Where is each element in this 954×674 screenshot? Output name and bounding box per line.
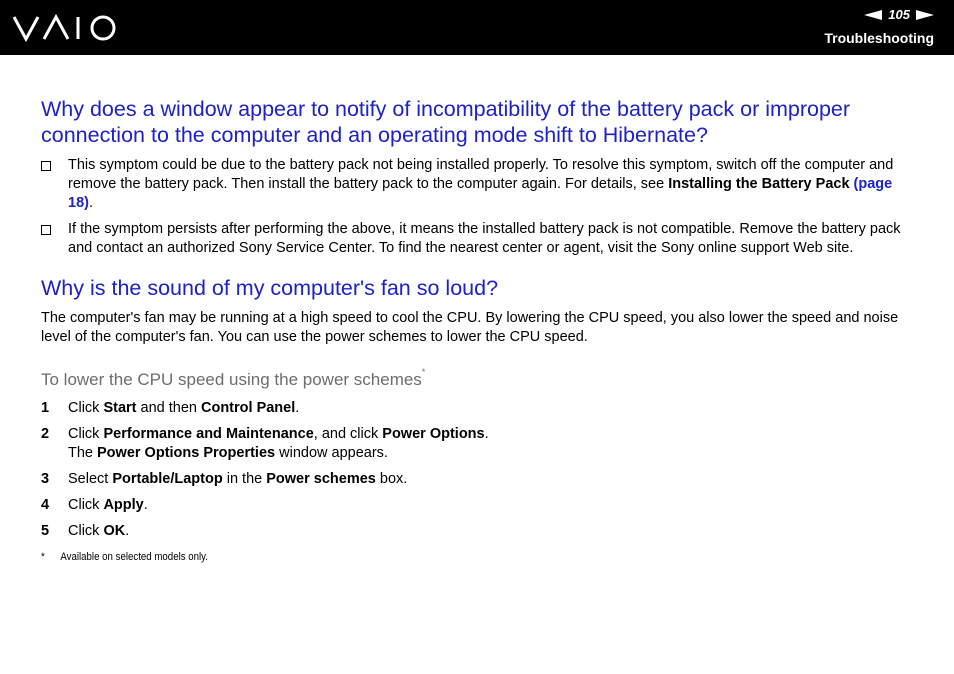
bullet-text: If the symptom persists after performing the above, it means the installed battery pack is not compatible. Remove the battery pack and contact an authorized Sony Service Center. To find the nearest center or agent, visit the Sony online support Web site. (68, 221, 901, 256)
punctuation: . (88, 195, 93, 211)
question-heading-battery: Why does a window appear to notify of incompatibility of the battery pack or improper connection to the computer and an operating mode shift to Hibernate? (41, 97, 851, 147)
left-arrow-icon[interactable] (864, 10, 882, 20)
section-title: Troubleshooting (824, 30, 934, 46)
bullet-text: This symptom could be due to the battery pack not being installed properly. To resolve this symptom, switch off the computer and remove the battery pack. Then install the battery pack to the computer again. For details, see (68, 157, 894, 192)
checkbox-bullet-icon (41, 161, 51, 171)
page-link[interactable]: (page 18) (68, 176, 893, 211)
step-number: 4 (41, 497, 50, 513)
list-item (41, 220, 921, 258)
main-content (41, 96, 921, 563)
step-number: 3 (41, 471, 50, 487)
checkbox-bullet-icon (41, 225, 51, 235)
list-item (41, 156, 921, 213)
procedure-heading: To lower the CPU speed using the power schemes* (41, 367, 426, 389)
footnote-marker: * (421, 367, 426, 377)
battery-answer-list (41, 156, 921, 258)
step-number: 1 (41, 400, 50, 416)
footnote-text: Available on selected models only. (60, 551, 208, 563)
fan-answer-text: The computer's fan may be running at a high speed to cool the CPU. By lowering the CPU speed, you also lower the speed and noise level of the computer's fan. You can use the power schemes to lower the CPU speed. (41, 310, 899, 345)
step-number: 2 (41, 426, 50, 442)
step-item: 1 Click Start and then Control Panel. (41, 400, 300, 416)
step-item: 5 Click OK. (41, 523, 130, 539)
step-item: 2 Click Performance and Maintenance, and click Power Options. The Power Options Properties window appears. (41, 426, 489, 461)
question-heading-fan: Why is the sound of my computer's fan so loud? (41, 276, 499, 300)
header-bar (0, 0, 954, 55)
procedure-steps (41, 399, 921, 541)
page-number: 105 (888, 7, 910, 22)
step-number: 5 (41, 523, 50, 539)
step-item: 3 Select Portable/Laptop in the Power schemes box. (41, 471, 408, 487)
vaio-logo (12, 14, 120, 42)
step-item: 4 Click Apply. (41, 497, 148, 513)
right-arrow-icon[interactable] (916, 10, 934, 20)
footnote (41, 551, 815, 563)
footnote-mark: * (41, 551, 45, 563)
bold-term: Installing the Battery Pack (668, 176, 850, 192)
page-navigation (864, 7, 934, 22)
